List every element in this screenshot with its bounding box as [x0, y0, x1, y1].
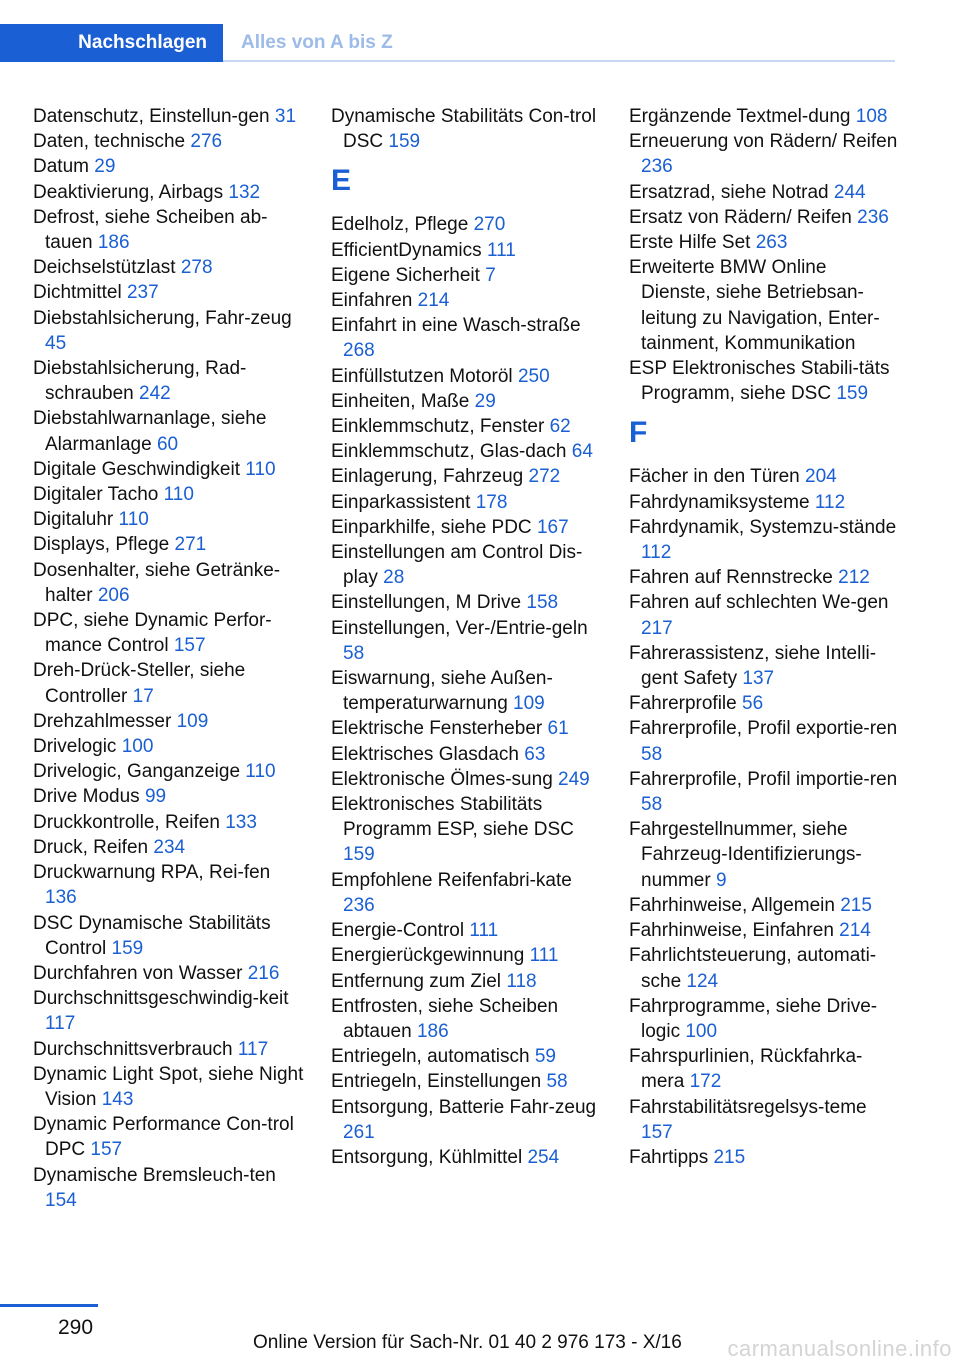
index-entry-text: Fahrlichtsteuerung, automati-sche	[629, 945, 877, 992]
index-entry-text: Entfrosten, siehe Scheiben abtauen	[331, 995, 559, 1042]
index-entry	[33, 457, 305, 482]
index-entry	[331, 1044, 603, 1069]
page-link[interactable]: 236	[641, 156, 673, 178]
page-link[interactable]: 29	[474, 390, 496, 412]
page-link[interactable]: 111	[529, 945, 559, 967]
index-entry	[629, 716, 899, 766]
index-entry	[33, 1062, 305, 1112]
page-link[interactable]: 7	[485, 264, 496, 286]
index-entry	[33, 608, 305, 658]
index-entry-text: Einstellungen, Ver-/Entrie-geln	[331, 617, 588, 639]
index-entry-text: Erneuerung von Rädern/ Reifen	[629, 131, 898, 153]
page-link[interactable]: 159	[343, 844, 375, 866]
page-link[interactable]: 58	[546, 1071, 568, 1093]
index-entry	[629, 1044, 899, 1094]
footer-version: Online Version für Sach-Nr. 01 40 2 976 173 - X/16	[253, 1332, 682, 1353]
page-link[interactable]: 158	[526, 592, 559, 614]
page-link[interactable]: 172	[689, 1071, 722, 1093]
index-entry	[331, 767, 603, 792]
index-entry	[33, 507, 305, 532]
index-entry-text: Fahrtipps	[629, 1146, 709, 1168]
index-entry	[33, 255, 305, 280]
page-link[interactable]: 112	[814, 491, 846, 513]
index-entry	[331, 490, 603, 515]
index-entry-text: Fahren auf schlechten We-gen	[629, 592, 889, 614]
index-entry	[33, 784, 305, 809]
page-link[interactable]: 100	[121, 736, 154, 758]
page-link[interactable]: 111	[486, 239, 516, 261]
header-divider	[223, 60, 895, 62]
index-entry-text: Diebstahlwarnanlage, siehe Alarmanlage	[33, 408, 267, 455]
index-entry-text: Fächer in den Türen	[629, 466, 800, 488]
page-link[interactable]: 17	[132, 685, 154, 707]
index-entry-text: Fahrerprofile	[629, 693, 737, 715]
index-entry	[33, 709, 305, 734]
page-link[interactable]: 250	[517, 365, 550, 387]
index-entry	[33, 180, 305, 205]
page-link[interactable]: 124	[686, 970, 719, 992]
page-link[interactable]: 58	[641, 743, 663, 765]
page-link[interactable]: 137	[742, 668, 775, 690]
page-link[interactable]: 234	[153, 836, 186, 858]
index-entry	[331, 212, 603, 237]
page-link[interactable]: 244	[833, 181, 866, 203]
page-link[interactable]: 278	[180, 257, 213, 279]
index-entry	[331, 918, 603, 943]
page-link[interactable]: 276	[190, 131, 223, 153]
page-link[interactable]: 132	[228, 181, 261, 203]
page-link[interactable]: 109	[513, 693, 545, 715]
page-link[interactable]: 159	[388, 131, 421, 153]
index-entry	[331, 716, 603, 741]
index-entry-text: Einfahren	[331, 290, 413, 312]
index-entry	[33, 205, 305, 255]
index-entry	[33, 356, 305, 406]
index-entry-text: Ersatzrad, siehe Notrad	[629, 181, 829, 203]
index-entry-text: Displays, Pflege	[33, 534, 170, 556]
index-letter-heading: E	[331, 164, 352, 198]
index-entry-text: Erste Hilfe Set	[629, 232, 751, 254]
page-link[interactable]: 206	[97, 584, 130, 606]
index-entry	[331, 1069, 603, 1094]
index-entry-text: Dreh-Drück-Steller, siehe Controller	[33, 660, 246, 707]
index-entry	[331, 943, 603, 968]
index-entry-text: EfficientDynamics	[331, 239, 482, 261]
index-entry-text: Fahrhinweise, Einfahren	[629, 920, 834, 942]
index-entry	[33, 658, 305, 708]
index-entry-text: Fahrdynamiksysteme	[629, 491, 810, 513]
page-link[interactable]: 28	[383, 567, 405, 589]
index-entry-text: Durchfahren von Wasser	[33, 962, 243, 984]
index-entry	[33, 1112, 305, 1162]
index-entry	[33, 911, 305, 961]
index-entry-text: Dynamic Performance Con-trol DPC	[33, 1114, 294, 1161]
index-entry-text: Ergänzende Textmel-dung	[629, 106, 851, 127]
index-entry	[629, 918, 899, 943]
page-link[interactable]: 186	[97, 232, 130, 254]
index-entry-text: Fahrerassistenz, siehe Intelli-gent Safety	[629, 642, 877, 690]
index-entry	[629, 641, 899, 691]
index-entry	[331, 104, 603, 154]
page-link[interactable]: 157	[90, 1139, 123, 1161]
index-entry-text: Drive Modus	[33, 786, 140, 808]
index-entry	[331, 464, 603, 489]
index-entry	[33, 306, 305, 356]
index-entry	[629, 230, 899, 255]
index-entry-text: Einlagerung, Fahrzeug	[331, 466, 524, 488]
tab-nachschlagen[interactable]: Nachschlagen	[0, 24, 223, 62]
index-entry-text: Einfahrt in eine Wasch-straße	[331, 315, 581, 337]
index-entry-text: Datum	[33, 156, 89, 178]
index-entry	[33, 154, 305, 179]
page-link[interactable]: 268	[343, 340, 375, 362]
page-link[interactable]: 108	[855, 106, 888, 127]
page-link[interactable]: 143	[101, 1088, 134, 1110]
index-entry-text: Fahrdynamik, Systemzu-stände	[629, 516, 897, 538]
index-entry	[331, 1095, 603, 1145]
page-link[interactable]: 236	[343, 894, 375, 916]
index-entry	[331, 540, 603, 590]
page-link[interactable]: 63	[524, 743, 546, 765]
index-entry-text: DSC Dynamische Stabilitäts Control	[33, 912, 271, 959]
index-entry-text: Eigene Sicherheit	[331, 264, 480, 286]
page-link[interactable]: 154	[45, 1189, 77, 1211]
index-entry	[331, 666, 603, 716]
page-link[interactable]: 212	[838, 567, 870, 589]
index-entry	[629, 104, 899, 129]
index-entry-text: Fahrprogramme, siehe Drive-logic	[629, 995, 878, 1042]
page-link[interactable]: 110	[245, 458, 276, 480]
index-entry-text: Einstellungen, M Drive	[331, 592, 522, 614]
index-entry	[33, 986, 305, 1036]
page-link[interactable]: 186	[416, 1020, 449, 1042]
page-link[interactable]: 110	[245, 761, 276, 783]
page-link[interactable]: 270	[473, 214, 506, 236]
page-link[interactable]: 157	[641, 1121, 673, 1143]
index-entry	[331, 263, 603, 288]
page-link[interactable]: 167	[536, 516, 569, 538]
page-link[interactable]: 204	[805, 466, 837, 488]
tab-alles-von-a-bis-z[interactable]: Alles von A bis Z	[241, 32, 393, 53]
index-entry	[33, 759, 305, 784]
index-entry-text: Entriegeln, Einstellungen	[331, 1071, 542, 1093]
index-entry	[629, 590, 899, 640]
page-link[interactable]: 214	[839, 920, 871, 942]
page-link[interactable]: 178	[475, 491, 508, 513]
index-entry	[331, 439, 603, 464]
page-link[interactable]: 254	[527, 1146, 560, 1168]
index-entry	[629, 255, 899, 356]
page-link[interactable]: 133	[225, 811, 257, 833]
page-link[interactable]: 59	[534, 1046, 556, 1068]
index-entry	[331, 590, 603, 615]
page-link[interactable]: 111	[469, 920, 499, 942]
index-entry	[33, 734, 305, 759]
page-link[interactable]: 215	[840, 894, 872, 916]
index-entry-text: Einparkassistent	[331, 491, 471, 513]
index-entry-text: Entsorgung, Kühlmittel	[331, 1146, 523, 1168]
index-entry-text: Fahrerprofile, Profil importie-ren	[629, 768, 898, 790]
page-link[interactable]: 271	[174, 534, 207, 556]
index-entry-text: Dynamische Stabilitäts Con-trol DSC	[331, 106, 597, 153]
page-link[interactable]: 263	[755, 232, 788, 254]
index-entry-text: Druckkontrolle, Reifen	[33, 811, 220, 833]
index-entry-text: ESP Elektronisches Stabili-täts Programm, siehe DSC	[629, 358, 890, 405]
index-entry	[33, 961, 305, 986]
index-entry-text: Deichselstützlast	[33, 257, 176, 279]
page-link[interactable]: 242	[139, 383, 171, 405]
index-entry	[629, 1145, 899, 1170]
index-entry-text: Drehzahlmesser	[33, 710, 172, 732]
index-entry	[33, 406, 305, 456]
index-entry	[33, 532, 305, 557]
index-entry-text: Dynamic Light Spot, siehe Night Vision	[33, 1063, 304, 1110]
index-entry	[33, 810, 305, 835]
index-entry-text: Fahrgestellnummer, siehe Fahrzeug-Identifizierungs-nummer	[629, 819, 862, 891]
index-entry	[33, 1037, 305, 1062]
index-entry	[33, 835, 305, 860]
page-link[interactable]: 64	[571, 441, 593, 463]
page-link[interactable]: 157	[173, 635, 206, 657]
index-entry-text: Eiswarnung, siehe Außen-temperaturwarnung	[331, 668, 553, 715]
page-link[interactable]: 215	[713, 1146, 746, 1168]
page-link[interactable]: 272	[528, 466, 561, 488]
index-entry-text: Drivelogic, Ganganzeige	[33, 761, 241, 783]
page-link[interactable]: 109	[176, 710, 209, 732]
index-entry	[33, 280, 305, 305]
index-entry	[629, 994, 899, 1044]
index-entry	[331, 868, 603, 918]
page-number: 290	[58, 1316, 94, 1339]
page-link[interactable]: 110	[118, 509, 149, 531]
page-link[interactable]: 58	[641, 794, 663, 816]
index-entry-text: Fahrhinweise, Allgemein	[629, 894, 835, 916]
index-entry	[331, 238, 603, 263]
page-link[interactable]: 261	[343, 1121, 375, 1143]
index-entry-text: Datenschutz, Einstellun-gen	[33, 106, 270, 127]
index-entry	[629, 943, 899, 993]
index-entry-text: Daten, technische	[33, 131, 186, 153]
index-entry-text: Einfüllstutzen Motoröl	[331, 365, 513, 387]
index-entry	[629, 767, 899, 817]
index-entry-text: Deaktivierung, Airbags	[33, 181, 224, 203]
index-entry	[629, 464, 899, 489]
index-entry	[629, 893, 899, 918]
page-link[interactable]: 61	[547, 718, 569, 740]
index-entry-text: Defrost, siehe Scheiben ab-tauen	[33, 206, 268, 254]
page-link[interactable]: 117	[237, 1038, 269, 1060]
index-entry	[331, 742, 603, 767]
page-link[interactable]: 216	[247, 962, 280, 984]
index-entry	[331, 994, 603, 1044]
index-entry-text: DPC, siehe Dynamic Perfor-mance Control	[33, 610, 272, 657]
index-column-1	[33, 104, 305, 1213]
index-entry-text: Fahrspurlinien, Rückfahrka-mera	[629, 1046, 863, 1093]
index-entry	[629, 129, 899, 179]
page-link[interactable]: 45	[45, 332, 67, 354]
index-entry-text: Druckwarnung RPA, Rei-fen	[33, 862, 271, 884]
index-entry-text: Dosenhalter, siehe Getränke-halter	[33, 559, 281, 606]
index-entry-text: Fahren auf Rennstrecke	[629, 567, 833, 589]
index-entry-text: Einheiten, Maße	[331, 390, 470, 412]
page-link[interactable]: 159	[836, 383, 869, 405]
page-link[interactable]: 9	[715, 869, 727, 891]
page-link[interactable]: 31	[274, 106, 297, 127]
index-entry	[629, 1095, 899, 1145]
index-entry-text: Durchschnittsgeschwindig-keit	[33, 988, 289, 1010]
index-entry	[629, 180, 899, 205]
index-entry-text: Digitaluhr	[33, 509, 114, 531]
index-entry-text: Fahrerprofile, Profil exportie-ren	[629, 718, 898, 740]
index-entry	[331, 313, 603, 363]
index-entry	[331, 792, 603, 868]
page-link[interactable]: 214	[417, 290, 450, 312]
index-entry-text: Diebstahlsicherung, Rad-schrauben	[33, 358, 247, 405]
page-link[interactable]: 237	[126, 282, 159, 304]
page-link[interactable]: 29	[94, 156, 116, 178]
index-entry-text: Druck, Reifen	[33, 836, 149, 858]
page-link[interactable]: 60	[156, 433, 179, 455]
index-column-2	[331, 104, 603, 1170]
index-entry-text: Dynamische Bremsleuch-ten	[33, 1164, 276, 1186]
index-entry	[33, 558, 305, 608]
index-entry	[629, 565, 899, 590]
page-link[interactable]: 110	[163, 484, 194, 506]
page-link[interactable]: 159	[111, 937, 144, 959]
index-entry	[629, 205, 899, 230]
index-entry	[629, 356, 899, 406]
page-link[interactable]: 112	[641, 542, 672, 564]
index-entry-text: Digitaler Tacho	[33, 484, 159, 506]
index-entry-text: Elektronische Ölmes-sung	[331, 768, 553, 790]
index-entry	[331, 515, 603, 540]
index-entry	[33, 482, 305, 507]
index-entry	[629, 817, 899, 893]
index-entry	[331, 414, 603, 439]
index-entry-text: Energierückgewinnung	[331, 945, 525, 967]
page-link[interactable]: 217	[641, 617, 673, 639]
index-entry	[629, 691, 899, 716]
page-link[interactable]: 58	[343, 642, 365, 664]
index-entry-text: Einstellungen am Control Dis-play	[331, 542, 583, 589]
index-entry	[331, 364, 603, 389]
index-entry-text: Diebstahlsicherung, Fahr-zeug	[33, 307, 292, 329]
index-entry	[331, 1145, 603, 1170]
index-entry	[33, 860, 305, 910]
index-entry-text: Elektronisches Stabilitäts Programm ESP, siehe DSC	[331, 794, 574, 841]
index-entry-text: Ersatz von Rädern/ Reifen	[629, 206, 852, 228]
index-entry	[33, 129, 305, 154]
watermark: carmanualsonline.info	[727, 1336, 952, 1361]
index-entry-text: Empfohlene Reifenfabri-kate	[331, 869, 572, 891]
page-link[interactable]: 117	[45, 1013, 76, 1035]
footer-rule	[0, 1304, 98, 1307]
index-entry-text: Entriegeln, automatisch	[331, 1046, 530, 1068]
page-link[interactable]: 56	[742, 693, 764, 715]
index-entry	[331, 969, 603, 994]
index-entry-text: Elektrisches Glasdach	[331, 743, 519, 765]
index-entry-text: Digitale Geschwindigkeit	[33, 458, 240, 480]
page-link[interactable]: 62	[549, 416, 571, 438]
index-entry	[629, 490, 899, 515]
index-entry-text: Dichtmittel	[33, 282, 122, 304]
index-letter-heading: F	[629, 416, 648, 450]
page-link[interactable]: 100	[685, 1020, 718, 1042]
index-entry	[331, 288, 603, 313]
index-entry-text: Erweiterte BMW Online Dienste, siehe Betriebsan-leitung zu Navigation, Enter-tainment, Kommunikation	[629, 257, 880, 354]
index-entry-text: Entfernung zum Ziel	[331, 970, 502, 992]
index-entry	[33, 1163, 305, 1213]
index-entry-text: Einklemmschutz, Glas-dach	[331, 441, 567, 463]
index-entry	[331, 616, 603, 666]
page-link[interactable]: 249	[558, 768, 590, 790]
index-entry-text: Energie-Control	[331, 920, 465, 942]
header-tabs	[0, 24, 895, 62]
index-entry-text: Durchschnittsverbrauch	[33, 1038, 233, 1060]
index-entry-text: Fahrstabilitätsregelsys-teme	[629, 1096, 867, 1118]
page-link[interactable]: 99	[144, 786, 167, 808]
page-link[interactable]: 118	[506, 970, 537, 992]
index-entry-text: Edelholz, Pflege	[331, 214, 469, 236]
index-entry-text: Einklemmschutz, Fenster	[331, 416, 545, 438]
index-entry	[331, 389, 603, 414]
page-link[interactable]: 136	[45, 887, 77, 909]
index-column-3	[629, 104, 899, 1170]
index-entry	[33, 104, 305, 129]
index-entry	[629, 515, 899, 565]
page-link[interactable]: 236	[857, 206, 889, 228]
index-entry-text: Drivelogic	[33, 736, 117, 758]
index-entry-text: Einparkhilfe, siehe PDC	[331, 516, 532, 538]
index-entry-text: Entsorgung, Batterie Fahr-zeug	[331, 1096, 597, 1118]
index-entry-text: Elektrische Fensterheber	[331, 718, 543, 740]
